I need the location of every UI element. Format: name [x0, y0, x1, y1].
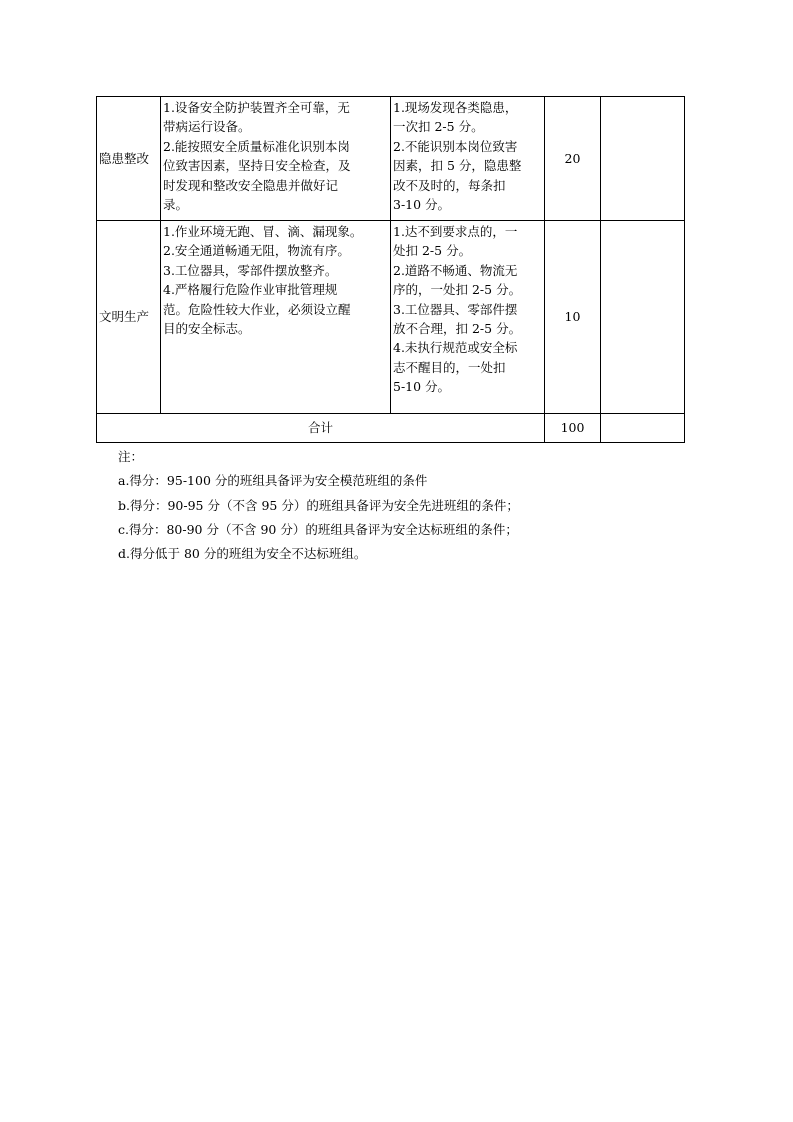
scoring-table — [96, 96, 685, 443]
text-line: 4.未执行规范或安全标 — [393, 340, 518, 356]
requirements-cell — [161, 97, 391, 221]
table-row — [97, 221, 685, 414]
score-cell: 20 — [545, 97, 601, 221]
text-line: 范。危险性较大作业，必须设立醒 — [163, 301, 351, 317]
criteria-cell — [391, 221, 545, 414]
text-line: 2.安全通道畅通无阻，物流有序。 — [163, 243, 350, 259]
blank-cell — [601, 97, 685, 221]
total-score: 100 — [545, 414, 601, 443]
text-line: 因素，扣 5 分，隐患整 — [393, 158, 522, 174]
note-item: c.得分：80-90 分（不含 90 分）的班组具备评为安全达标班组的条件； — [118, 521, 518, 537]
text-line: 4.严格履行危险作业审批管理规 — [163, 282, 338, 298]
text-line: 1.设备安全防护装置齐全可靠，无 — [163, 100, 350, 115]
text-line: 2.能按照安全质量标准化识别本岗 — [163, 138, 350, 154]
total-label: 合计 — [97, 414, 545, 443]
item-cell: 文明生产 — [97, 221, 161, 414]
text-line: 目的安全标志。 — [163, 321, 251, 337]
note-item: b.得分：90-95 分（不含 95 分）的班组具备评为安全先进班组的条件； — [118, 497, 519, 513]
text-line: 2.不能识别本岗位致害 — [393, 138, 518, 154]
text-line: 1.达不到要求点的，一 — [393, 224, 518, 239]
note-item: d.得分低于 80 分的班组为安全不达标班组。 — [118, 546, 367, 562]
text-line: 时发现和整改安全隐患并做好记 — [163, 177, 339, 193]
note-item: a.得分：95-100 分的班组具备评为安全模范班组的条件 — [118, 473, 428, 489]
item-cell: 隐患整改 — [97, 97, 161, 221]
blank-cell — [601, 414, 685, 443]
text-line: 处扣 2-5 分。 — [393, 243, 472, 259]
requirements-cell — [161, 221, 391, 414]
text-line: 3.工位器具、零部件摆 — [393, 301, 518, 317]
text-line: 1.现场发现各类隐患， — [393, 100, 518, 115]
text-line: 一次扣 2-5 分。 — [393, 119, 484, 135]
text-line: 3-10 分。 — [393, 197, 451, 213]
text-line: 带病运行设备。 — [163, 119, 251, 135]
notes-heading: 注： — [118, 449, 144, 464]
text-line: 放不合理，扣 2-5 分。 — [393, 321, 522, 337]
total-row — [97, 414, 685, 443]
text-line: 1.作业环境无跑、冒、滴、漏现象。 — [163, 224, 363, 239]
score-cell: 10 — [545, 221, 601, 414]
text-line: 3.工位器具，零部件摆放整齐。 — [163, 262, 338, 278]
text-line: 志不醒目的，一处扣 — [393, 359, 506, 375]
table-row — [97, 97, 685, 221]
text-line: 位致害因素，坚持日安全检查，及 — [163, 158, 351, 174]
notes — [118, 445, 519, 566]
text-line: 2.道路不畅通、物流无 — [393, 262, 518, 278]
criteria-cell — [391, 97, 545, 221]
text-line: 录。 — [163, 197, 189, 213]
text-line: 序的，一处扣 2-5 分。 — [393, 282, 522, 298]
text-line: 5-10 分。 — [393, 379, 451, 395]
blank-cell — [601, 221, 685, 414]
text-line: 改不及时的，每条扣 — [393, 177, 506, 193]
